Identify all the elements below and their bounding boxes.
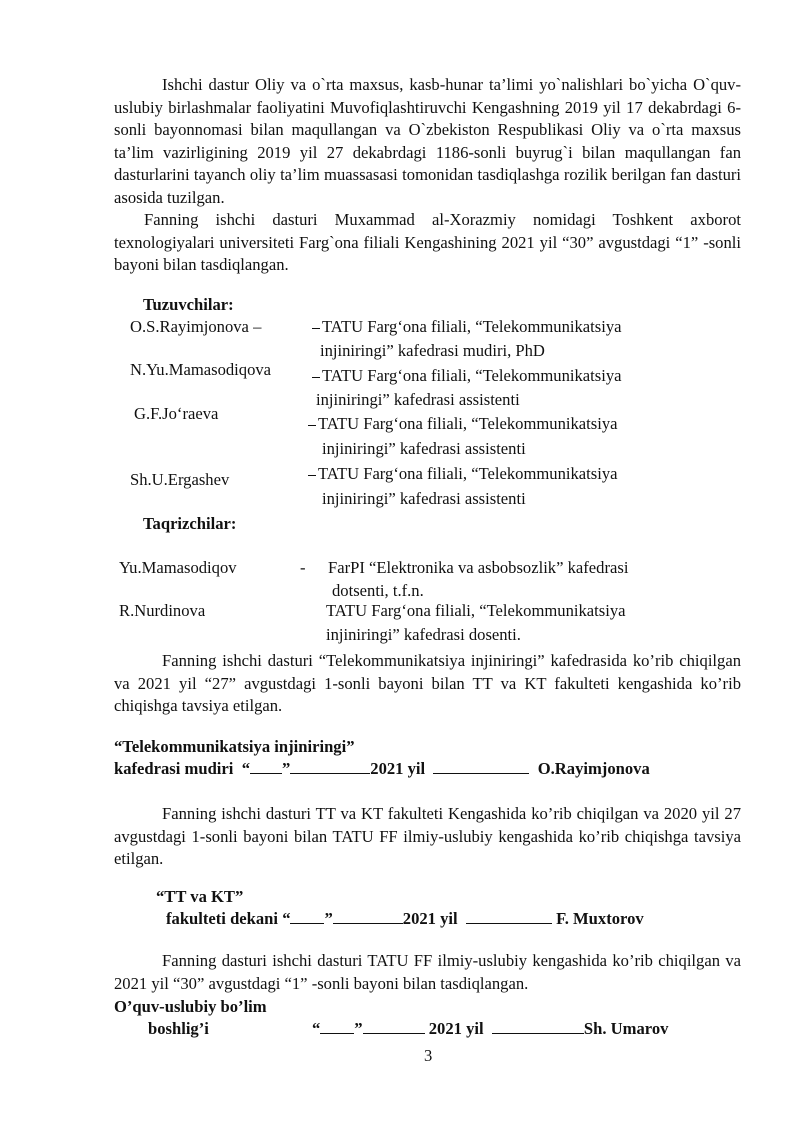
council-review-paragraph: Fanning dasturi ishchi dasturi TATU FF ilmiy-uslubiy kengashida ko’rib chiqilgan va 2021 yil “30” avgustdagi “1” -sonli bayoni bilan tasdiqlangan. (114, 951, 741, 993)
intro-paragraph-1-text: Ishchi dastur Oliy va o`rta maxsus, kasb-hunar ta’limi yo`nalishlari bo`yicha O`quv-uslubiy birlashmalar faoliyatini Muvofiqlashtiruvchi Kengashning 2019 yil 17 dekabrdagi 6-sonli bayonnomasi bilan maqullangan va O`zbekiston Respublikasi Oliy va o`rta maxsus ta’lim vazirligining 2019 yil 27 dekabrdagi 1186-sonli buyrug`i bilan maqullangan fan dasturlarini tayanch oliy ta’lim muassasasi tomonidan tasdiqlashga rozilik berilgan fan dasturi asosida tuzilgan. (114, 75, 741, 207)
reviewer-name-1: Yu.Mamasodiqov (119, 558, 237, 577)
month-blank (363, 1019, 425, 1034)
reviewer-affiliation-2-line2: injiniringi” kafedrasi dosenti. (326, 625, 521, 644)
reviewer-separator-1: - (300, 558, 306, 577)
dept-signature-line: kafedrasi mudiri “ ” 2021 yil O.Rayimjonova (114, 759, 650, 778)
faculty-signature-title: “TT va KT” (156, 887, 244, 906)
method-signature-title: O’quv-uslubiy bo’lim (114, 997, 267, 1016)
method-signature-name: Sh. Umarov (583, 1019, 669, 1038)
intro-paragraph-2-text: Fanning ishchi dasturi Muxammad al-Xorazmiy nomidagi Toshkent axborot texnologiyalari universiteti Farg`ona filiali Kengashining 2021 yil “30” avgustdagi “1” -sonli bayoni bilan tasdiqlangan. (114, 210, 741, 275)
dept-review-paragraph: Fanning ishchi dasturi “Telekommunikatsiya injiniringi” kafedrasida ko’rib chiqilgan va 2021 yil “27” avgustdagi 1-sonli bayoni bilan TT va KT fakulteti kengashida ko’rib chiqishga tavsiya etilgan. (114, 651, 741, 716)
intro-paragraph-1 (114, 74, 741, 210)
dash-mark (312, 377, 320, 378)
day-blank (320, 1019, 354, 1034)
faculty-signature-line: fakulteti dekani “ ” 2021 yil F. Muxtorov (166, 909, 644, 928)
dept-signature-name: O.Rayimjonova (537, 759, 650, 778)
compiler-affiliation-4-line2: injiniringi” kafedrasi assistenti (322, 489, 526, 508)
compiler-name-2: N.Yu.Mamasodiqova (130, 360, 272, 379)
reviewer-affiliation-1-line2: dotsenti, t.f.n. (332, 581, 424, 600)
intro-paragraph-2 (114, 209, 741, 277)
method-signature-year: 2021 yil (428, 1019, 484, 1038)
dept-signature-role: kafedrasi mudiri (114, 759, 234, 778)
method-signature-role: boshlig’i (148, 1019, 209, 1038)
signature-blank (466, 909, 552, 924)
day-blank (250, 759, 282, 774)
month-blank (290, 759, 370, 774)
reviewer-affiliation-2: TATU Farg‘ona filiali, “Telekommunikatsiya (326, 601, 626, 620)
day-blank (290, 909, 324, 924)
page-number: 3 (424, 1046, 433, 1065)
dash-mark (308, 475, 316, 476)
faculty-signature-year: 2021 yil (402, 909, 458, 928)
compiler-name-3: G.F.Jo‘raeva (134, 404, 219, 423)
reviewers-heading: Taqrizchilar: (143, 514, 237, 533)
dash-mark (312, 328, 320, 329)
method-signature-line: “ ” 2021 yil Sh. Umarov (312, 1019, 669, 1038)
reviewer-affiliation-1: FarPI “Elektronika va asbobsozlik” kafedrasi (328, 558, 629, 577)
signature-blank (433, 759, 529, 774)
faculty-review-paragraph: Fanning ishchi dasturi TT va KT fakulteti Kengashida ko’rib chiqilgan va 2020 yil 27 avgustdagi 1-sonli bayoni bilan TATU FF ilmiy-uslubiy kengashida ko’rib chiqishga tavsiya etilgan. (114, 804, 741, 869)
faculty-signature-name: F. Muxtorov (556, 909, 644, 928)
month-blank (333, 909, 403, 924)
signature-blank (492, 1019, 584, 1034)
dept-signature-title: “Telekommunikatsiya injiniringi” (114, 737, 355, 756)
compiler-affiliation-3-line2: injiniringi” kafedrasi assistenti (322, 439, 526, 458)
compiler-name-4: Sh.U.Ergashev (130, 470, 230, 489)
compiler-affiliation-1-line2: injiniringi” kafedrasi mudiri, PhD (320, 341, 545, 360)
compiler-affiliation-4: TATU Farg‘ona filiali, “Telekommunikatsiya (308, 463, 618, 485)
compiler-affiliation-1: TATU Farg‘ona filiali, “Telekommunikatsiya (312, 316, 622, 338)
compiler-affiliation-3: TATU Farg‘ona filiali, “Telekommunikatsiya (308, 413, 618, 435)
dept-signature-year: 2021 yil (370, 759, 426, 778)
faculty-signature-role: fakulteti dekani (166, 909, 279, 928)
compiler-affiliation-2-line2: injiniringi” kafedrasi assistenti (316, 390, 520, 409)
compiler-name-1: O.S.Rayimjonova – (130, 317, 262, 336)
compilers-heading: Tuzuvchilar: (143, 295, 234, 314)
compiler-affiliation-2: TATU Farg‘ona filiali, “Telekommunikatsiya (312, 365, 622, 387)
reviewer-name-2: R.Nurdinova (119, 601, 206, 620)
dash-mark (308, 425, 316, 426)
